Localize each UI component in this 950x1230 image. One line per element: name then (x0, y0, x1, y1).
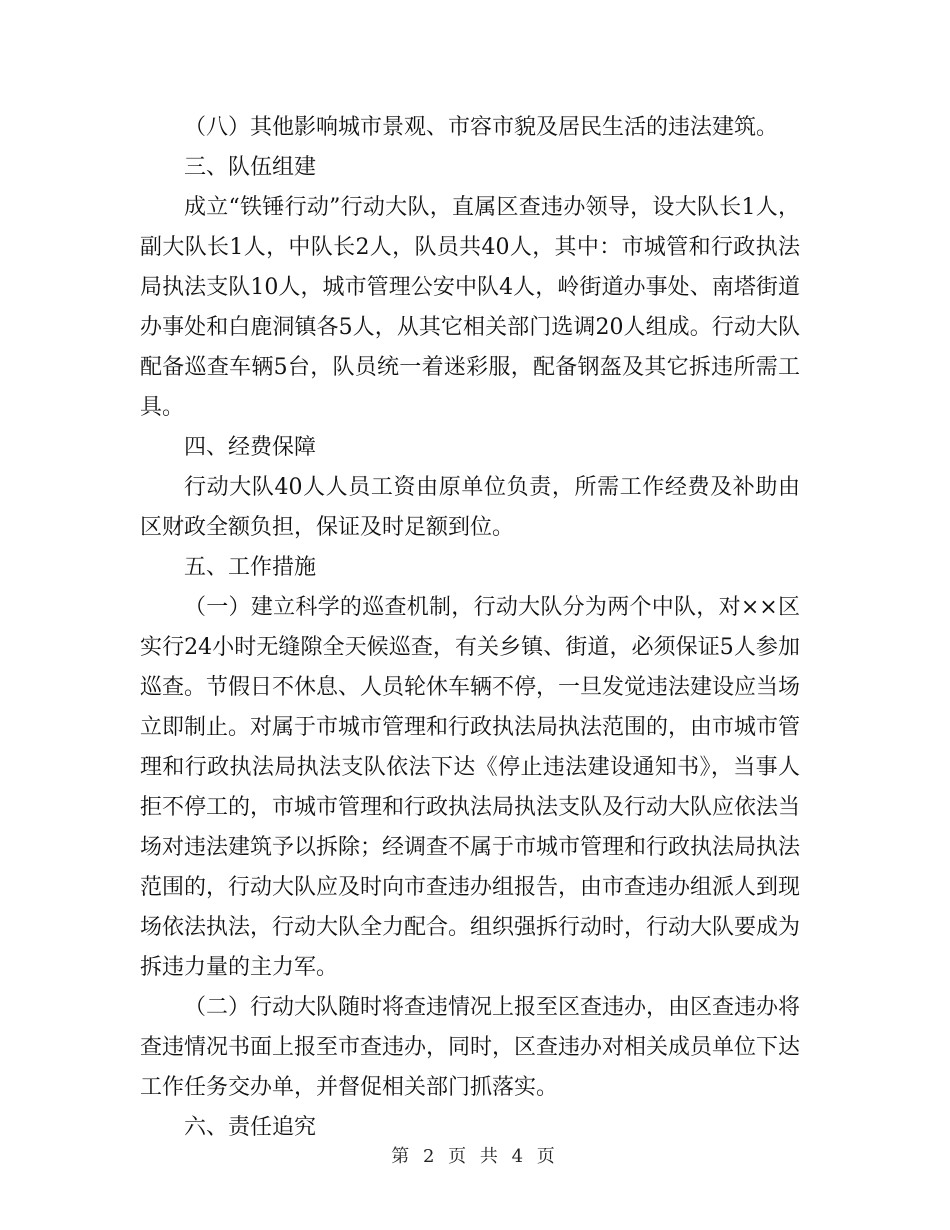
document-body (140, 108, 800, 1148)
paragraph-measure-1: （一）建立科学的巡查机制，行动大队分为两个中队，对××区实行24小时无缝隙全天候巡查，有关乡镇、街道，必须保证5人参加巡查。节假日不休息、人员轮休车辆不停，一旦发觉违法建设应当场立即制止。对属于市城市管理和行政执法局执法范围的，由市城市管理和行政执法局执法支队依法下达《停止违法建设通知书》，当事人拒不停工的，市城市管理和行政执法局执法支队及行动大队应依法当场对违法建筑予以拆除；经调查不属于市城市管理和行政执法局执法范围的，行动大队应及时向市查违办组报告，由市查违办组派人到现场依法执法，行动大队全力配合。组织强拆行动时，行动大队要成为拆违力量的主力军。 (140, 595, 801, 980)
section-heading-team-formation: 三、队伍组建 (184, 155, 317, 180)
paragraph-funding: 行动大队40人人员工资由原单位负责，所需工作经费及补助由区财政全额负担，保证及时足额到位。 (140, 475, 800, 540)
paragraph-team-formation: 成立“铁锤行动”行动大队，直属区查违办领导，设大队长1人，副大队长1人，中队长2人，队员共40人，其中：市城管和行政执法局执法支队10人，城市管理公安中队4人，岭街道办事处、南塔街道办事处和白鹿洞镇各5人，从其它相关部门选调20人组成。行动大队配备巡查车辆5台，队员统一着迷彩服，配备钢盔及其它拆违所需工具。 (140, 195, 800, 420)
paragraph-item-8: （八）其他影响城市景观、市容市貌及居民生活的违法建筑。 (184, 115, 779, 140)
paragraph-measure-2: （二）行动大队随时将查违情况上报至区查违办，由区查违办将查违情况书面上报至市查违办，同时，区查违办对相关成员单位下达工作任务交办单，并督促相关部门抓落实。 (140, 995, 801, 1100)
section-heading-accountability: 六、责任追究 (184, 1115, 317, 1140)
section-heading-funding: 四、经费保障 (184, 435, 317, 460)
section-heading-measures: 五、工作措施 (184, 555, 317, 580)
page-number-footer: 第 2 页 共 4 页 (391, 1146, 559, 1167)
